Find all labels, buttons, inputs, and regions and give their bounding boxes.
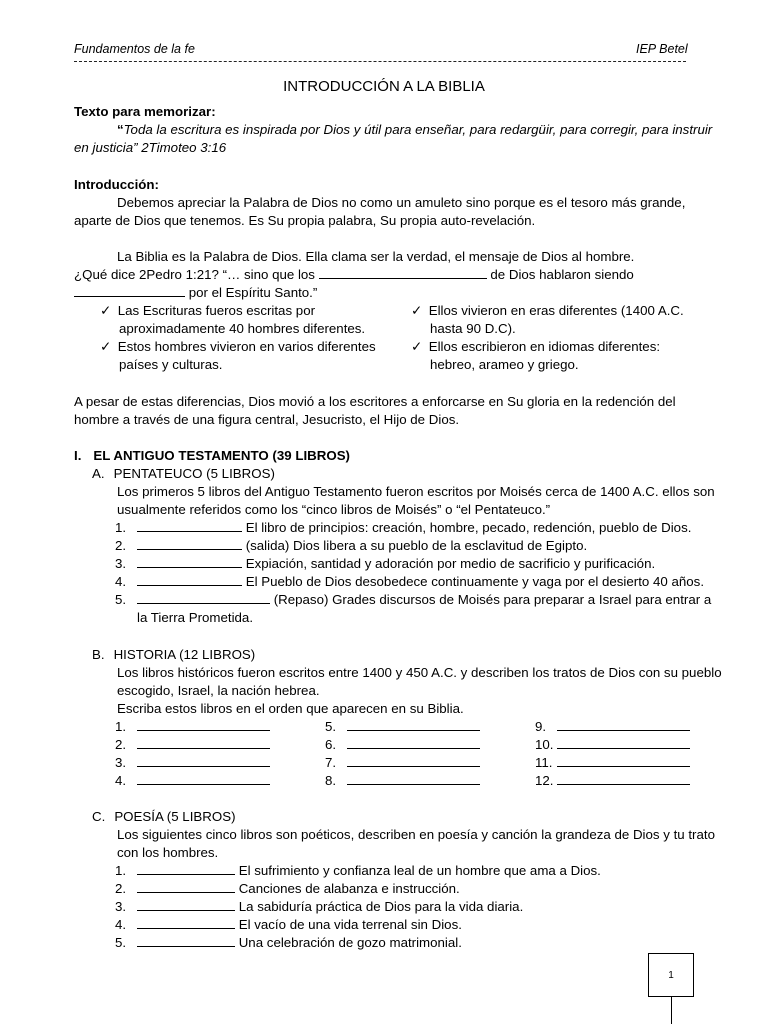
item-number: 9.	[535, 719, 547, 734]
item-text: El Pueblo de Dios desobedece continuamente y vaga por el desierto 40 años.	[245, 574, 705, 589]
fill-blank[interactable]	[319, 267, 487, 279]
book-slot	[115, 754, 270, 772]
book-slot	[535, 736, 690, 754]
book-slot	[325, 736, 480, 754]
fill-blank[interactable]	[557, 737, 690, 749]
fill-blank[interactable]	[137, 737, 270, 749]
check-item	[411, 338, 660, 356]
subsection-c-desc2: con los hombres.	[117, 845, 219, 860]
check-item	[100, 338, 376, 356]
memorize-quote-line1	[117, 121, 712, 139]
fill-blank[interactable]	[137, 719, 270, 731]
subsection-b-heading	[92, 646, 255, 664]
subsection-c-heading	[92, 808, 236, 826]
fill-blank[interactable]	[557, 755, 690, 767]
fill-blank[interactable]	[557, 719, 690, 731]
page-title: INTRODUCCIÓN A LA BIBLIA	[283, 78, 485, 95]
fill-blank[interactable]	[347, 719, 480, 731]
fill-blank[interactable]	[137, 773, 270, 785]
item-text: Canciones de alabanza e instrucción.	[238, 881, 460, 896]
check-item	[100, 302, 315, 320]
check-text: Las Escrituras fueros escritas por	[117, 303, 316, 318]
fill-blank[interactable]	[137, 538, 242, 550]
checkmark-icon: ✓	[411, 339, 423, 354]
section-1-title: EL ANTIGUO TESTAMENTO (39 LIBROS)	[93, 448, 350, 463]
check-text-cont: aproximadamente 40 hombres diferentes.	[119, 321, 366, 336]
fill-blank[interactable]	[347, 755, 480, 767]
list-item	[115, 537, 587, 555]
book-slot	[325, 718, 480, 736]
item-text: El vacío de una vida terrenal sin Dios.	[238, 917, 462, 932]
subsection-a-desc1: Los primeros 5 libros del Antiguo Testamento fueron escritos por Moisés cerca de 1400 A.C. ellos son	[117, 484, 715, 499]
intro-heading: Introducción:	[74, 177, 159, 192]
fill-blank[interactable]	[137, 574, 242, 586]
item-number: 6.	[325, 737, 337, 752]
item-number: 7.	[325, 755, 337, 770]
subsection-title: PENTATEUCO (5 LIBROS)	[113, 466, 275, 481]
fill-blank[interactable]	[137, 935, 235, 947]
list-item	[115, 573, 704, 591]
fill-blank[interactable]	[557, 773, 690, 785]
subsection-b-desc3: Escriba estos libros en el orden que aparecen en su Biblia.	[117, 701, 464, 716]
subsection-b-desc1: Los libros históricos fueron escritos entre 1400 y 450 A.C. y describen los tratos de Dios con su pueblo	[117, 665, 722, 680]
check-text-cont: hebreo, arameo y griego.	[430, 357, 579, 372]
item-number: 2.	[115, 737, 127, 752]
item-text-cont: la Tierra Prometida.	[137, 610, 254, 625]
book-slot	[535, 754, 690, 772]
list-item	[115, 555, 655, 573]
book-slot	[115, 772, 270, 790]
fill-blank[interactable]	[137, 899, 235, 911]
item-number: 5.	[325, 719, 337, 734]
item-text: Una celebración de gozo matrimonial.	[238, 935, 462, 950]
intro-p2-text-b: de Dios hablaron siendo	[490, 267, 634, 282]
item-number: 2.	[115, 881, 127, 896]
item-text: El libro de principios: creación, hombre, pecado, redención, pueblo de Dios.	[245, 520, 692, 535]
book-slot	[325, 754, 480, 772]
item-number: 4.	[115, 574, 127, 589]
item-number: 10.	[535, 737, 554, 752]
check-text: Estos hombres vivieron en varios diferentes	[117, 339, 376, 354]
book-slot	[115, 736, 270, 754]
intro-p2-line2	[74, 266, 634, 284]
item-number: 3.	[115, 755, 127, 770]
checkmark-icon: ✓	[100, 303, 112, 318]
check-text: Ellos vivieron en eras diferentes (1400 A.C.	[428, 303, 684, 318]
fill-blank[interactable]	[347, 773, 480, 785]
fill-blank[interactable]	[137, 556, 242, 568]
intro-p2-line3	[74, 284, 317, 302]
page-number: 1	[648, 953, 694, 997]
item-text: Expiación, santidad y adoración por medio de sacrificio y purificación.	[245, 556, 656, 571]
intro-p2-line1: La Biblia es la Palabra de Dios. Ella clama ser la verdad, el mensaje de Dios al hombre.	[117, 249, 635, 264]
item-number: 5.	[115, 935, 127, 950]
check-text: Ellos escribieron en idiomas diferentes:	[428, 339, 661, 354]
item-text: La sabiduría práctica de Dios para la vida diaria.	[238, 899, 524, 914]
check-text-cont: hasta 90 D.C).	[430, 321, 516, 336]
subsection-letter: C.	[92, 809, 106, 824]
item-text: (salida) Dios libera a su pueblo de la esclavitud de Egipto.	[245, 538, 588, 553]
item-number: 1.	[115, 520, 127, 535]
memorize-quote-line2: en justicia” 2Timoteo 3:16	[74, 140, 227, 155]
item-text: (Repaso) Grades discursos de Moisés para preparar a Israel para entrar a	[273, 592, 712, 607]
fill-blank[interactable]	[137, 881, 235, 893]
list-item	[115, 916, 462, 934]
list-item	[115, 934, 462, 952]
item-number: 11.	[535, 755, 553, 770]
item-number: 4.	[115, 917, 127, 932]
item-number: 12.	[535, 773, 554, 788]
fill-blank[interactable]	[137, 755, 270, 767]
subsection-letter: B.	[92, 647, 105, 662]
subsection-c-desc1: Los siguientes cinco libros son poéticos, describen en poesía y canción la grandeza de Dios y tu trato	[117, 827, 715, 842]
item-number: 8.	[325, 773, 337, 788]
subsection-a-heading	[92, 465, 275, 483]
item-number: 2.	[115, 538, 127, 553]
header-institution: IEP Betel	[636, 42, 688, 56]
header-course-title: Fundamentos de la fe	[74, 42, 195, 56]
fill-blank[interactable]	[137, 592, 270, 604]
fill-blank[interactable]	[347, 737, 480, 749]
subsection-title: POESÍA (5 LIBROS)	[114, 809, 236, 824]
item-number: 1.	[115, 863, 127, 878]
item-number: 3.	[115, 899, 127, 914]
list-item	[115, 898, 523, 916]
subsection-b-desc2: escogido, Israel, la nación hebrea.	[117, 683, 320, 698]
subsection-a-desc2: usualmente referidos como los “cinco libros de Moisés” o “el Pentateuco.”	[117, 502, 551, 517]
item-text: El sufrimiento y confianza leal de un hombre que ama a Dios.	[238, 863, 601, 878]
check-item	[411, 302, 684, 320]
header-divider	[74, 61, 686, 62]
section-1-heading	[74, 447, 350, 465]
checkmark-icon: ✓	[100, 339, 112, 354]
book-slot	[115, 718, 270, 736]
fill-blank[interactable]	[137, 863, 235, 875]
intro-p3-line2: hombre a través de una figura central, Jesucristo, el Hijo de Dios.	[74, 412, 460, 427]
fill-blank[interactable]	[137, 917, 235, 929]
fill-blank[interactable]	[74, 285, 185, 297]
subsection-title: HISTORIA (12 LIBROS)	[113, 647, 256, 662]
item-number: 1.	[115, 719, 127, 734]
section-1-numeral: I.	[74, 448, 82, 463]
intro-p2-text-a: ¿Qué dice 2Pedro 1:21? “… sino que los	[74, 267, 315, 282]
intro-p1-line1: Debemos apreciar la Palabra de Dios no como un amuleto sino porque es el tesoro más grande,	[117, 195, 686, 210]
checkmark-icon: ✓	[411, 303, 423, 318]
intro-p1-line2: aparte de Dios que tenemos. Es Su propia palabra, Su propia auto-revelación.	[74, 213, 536, 228]
item-number: 5.	[115, 592, 127, 607]
memorize-heading: Texto para memorizar:	[74, 104, 216, 119]
memorize-quote-text1: Toda la escritura es inspirada por Dios y útil para enseñar, para redargüir, para corregir, para instruir	[123, 122, 713, 137]
book-slot	[325, 772, 480, 790]
book-slot	[535, 772, 690, 790]
book-slot	[535, 718, 690, 736]
page-number-connector	[671, 997, 672, 1024]
list-item	[115, 862, 601, 880]
list-item	[115, 591, 711, 609]
item-number: 4.	[115, 773, 127, 788]
fill-blank[interactable]	[137, 520, 242, 532]
subsection-letter: A.	[92, 466, 105, 481]
check-text-cont: países y culturas.	[119, 357, 223, 372]
intro-p2-text-c: por el Espíritu Santo.”	[188, 285, 318, 300]
list-item	[115, 519, 691, 537]
list-item	[115, 880, 460, 898]
intro-p3-line1: A pesar de estas diferencias, Dios movió a los escritores a enforcarse en Su gloria en la redención del	[74, 394, 676, 409]
item-number: 3.	[115, 556, 127, 571]
quote-mark: “	[117, 122, 124, 137]
